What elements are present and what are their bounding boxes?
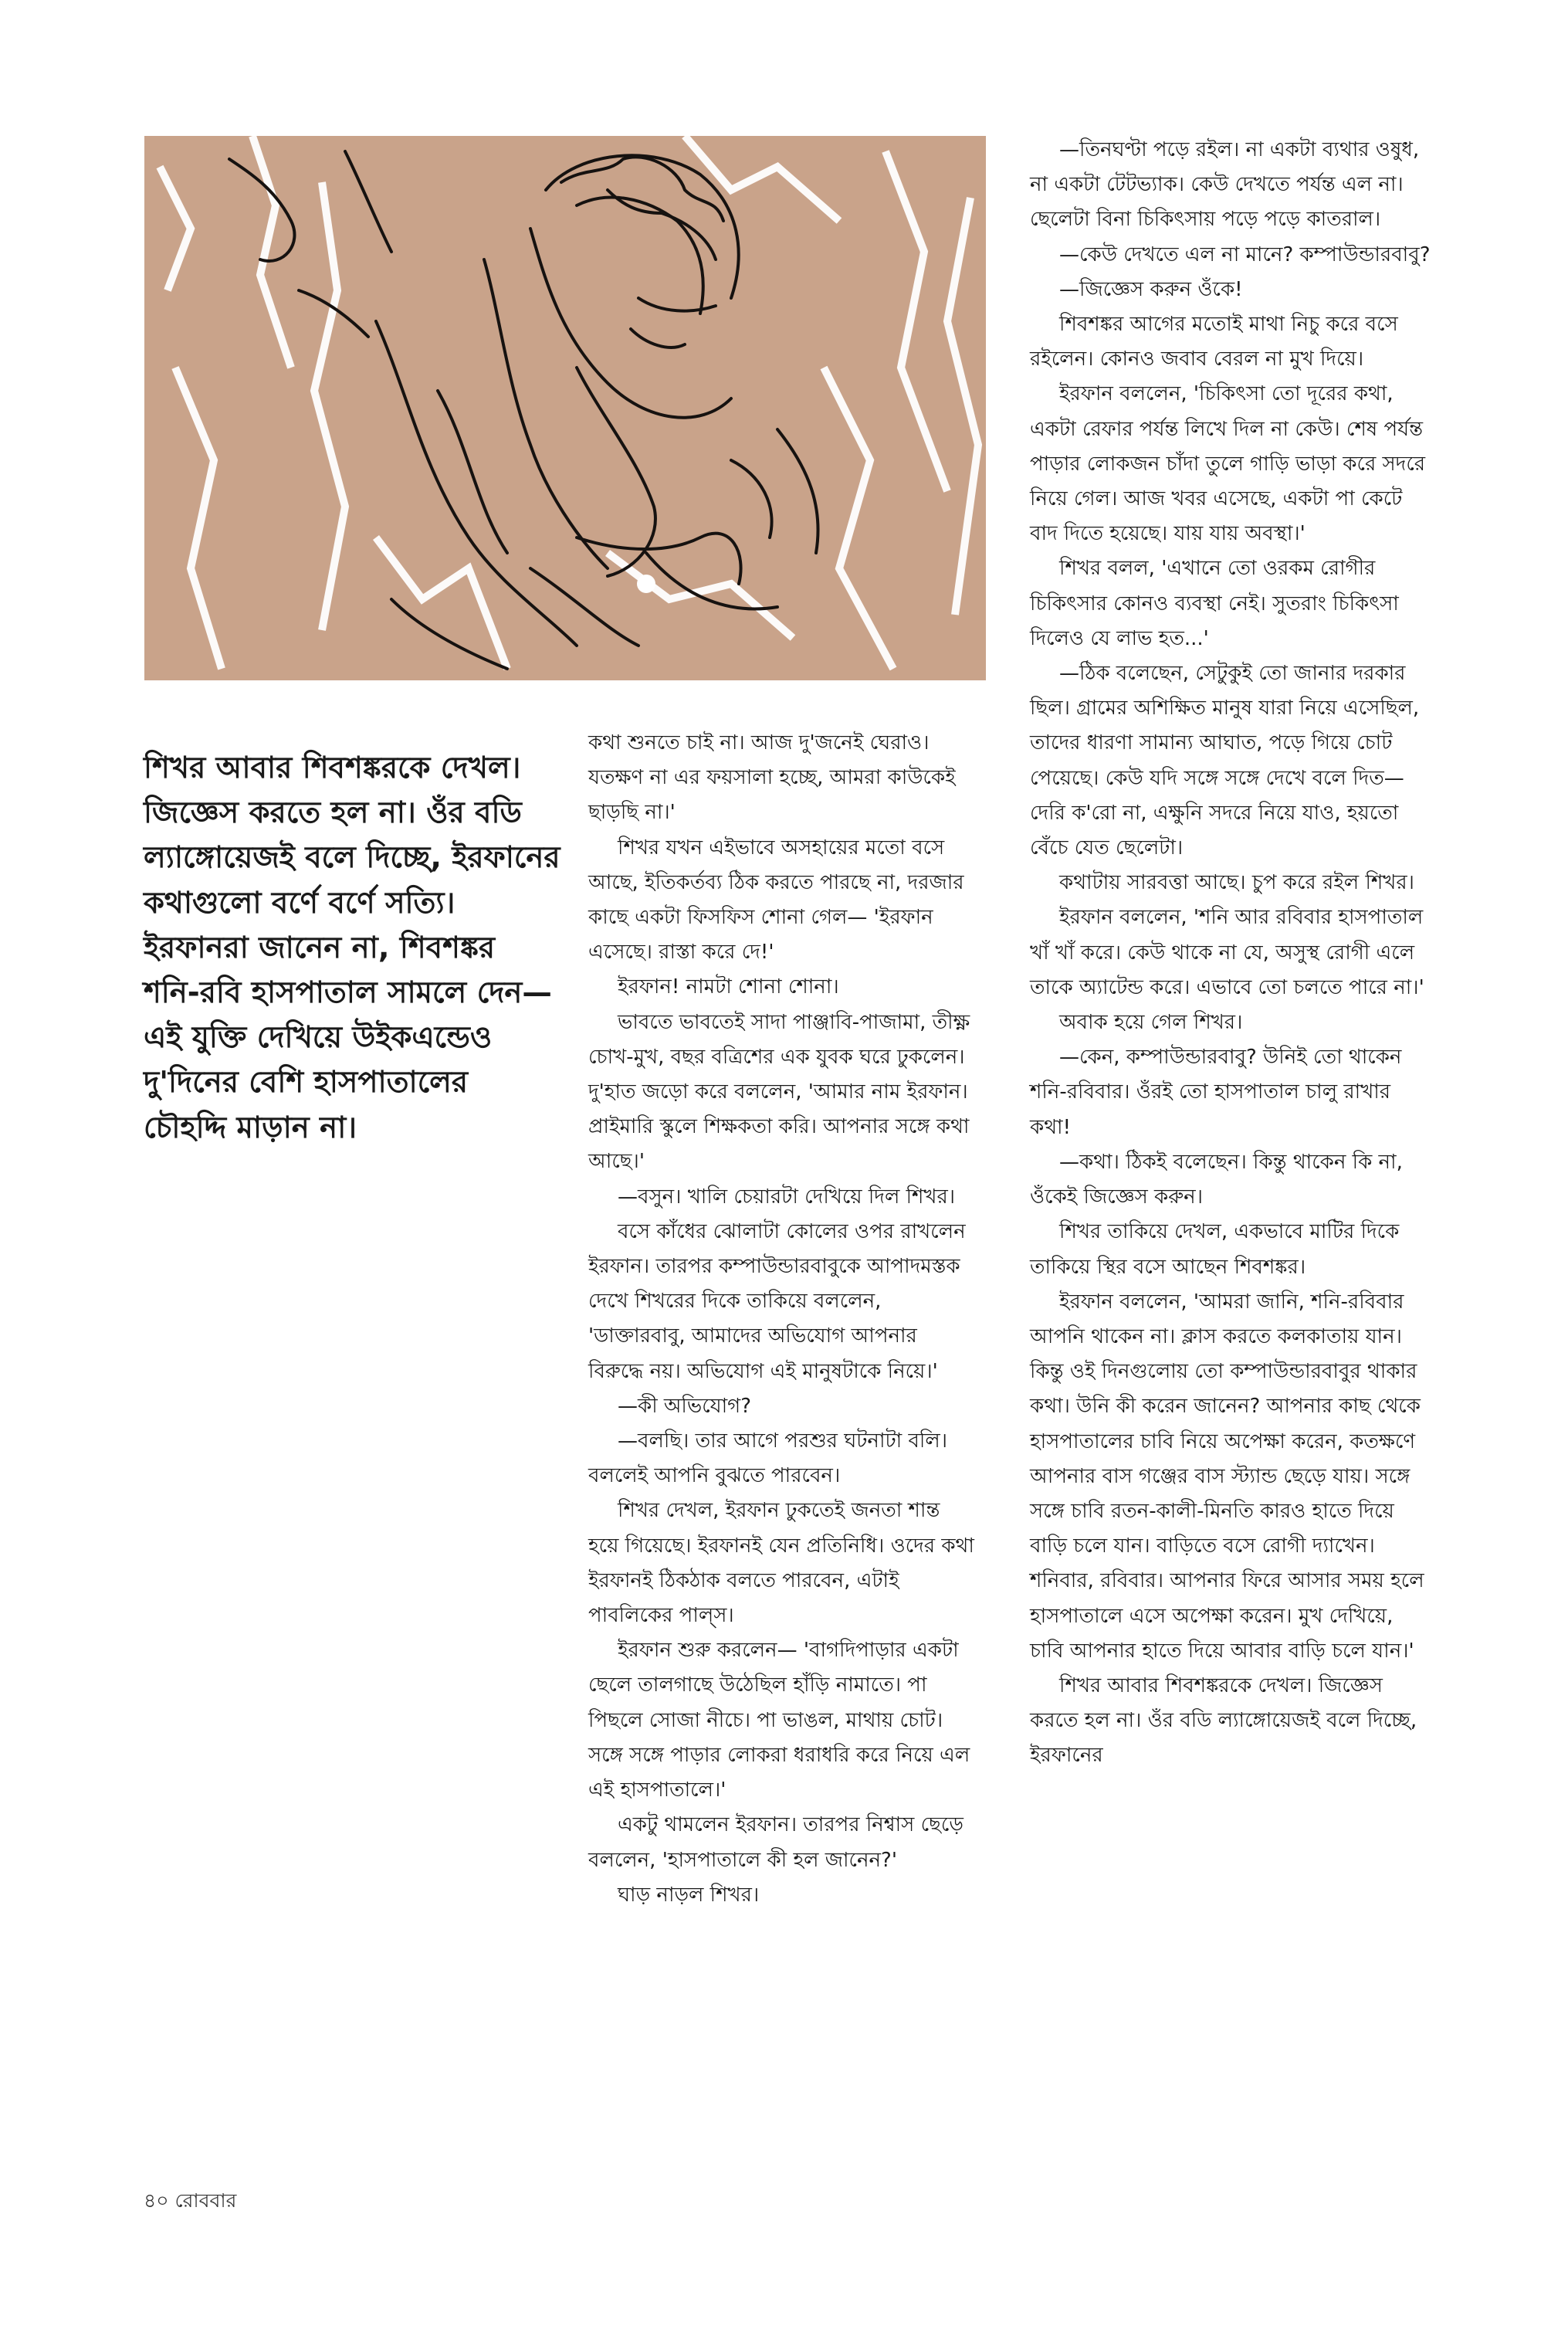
paragraph: ইরফান বললেন, 'শনি আর রবিবার হাসপাতাল খাঁ খাঁ করে। কেউ থাকে না যে, অসুস্থ রোগী এলে তাকে অ্যাটেন্ড করে। এভাবে তো চলতে পারে না।' bbox=[1030, 906, 1424, 999]
paragraph: শিখর বলল, 'এখানে তো ওরকম রোগীর চিকিৎসার কোনও ব্যবস্থা নেই। সুতরাং চিকিৎসা দিলেও যে লাভ হত...' bbox=[1030, 557, 1399, 650]
page-number: ৪০ bbox=[144, 2189, 169, 2212]
paragraph: শিখর যখন এইভাবে অসহায়ের মতো বসে আছে, ইতিকর্তব্য ঠিক করতে পারছে না, দরজার কাছে একটা ফিসফিস শোনা গেল— 'ইরফান এসেছে। রাস্তা করে দে!' bbox=[588, 836, 964, 965]
pull-quote bbox=[144, 746, 560, 1151]
paragraph: ইরফান বললেন, 'আমরা জানি, শনি-রবিবার আপনি থাকেন না। ক্লাস করতে কলকাতায় যান। কিন্তু ওই দিনগুলোয় তো কম্পাউন্ডারবাবুর থাকার কথা। উনি কী করেন জানেন? আপনার কাছ থেকে হাসপাতালের চাবি নিয়ে অপেক্ষা করেন, কতক্ষণে আপনার বাস গঞ্জের বাস স্ট্যান্ড ছেড়ে যায়। সঙ্গে সঙ্গে চাবি রতন-কালী-মিনতি কারও হাতে দিয়ে বাড়ি চলে যান। বাড়িতে বসে রোগী দ্যাখেন। শনিবার, রবিবার। আপনার ফিরে আসার সময় হলে হাসপাতালে এসে অপেক্ষা করেন। মুখ দেখিয়ে, চাবি আপনার হাতে দিয়ে আবার বাড়ি চলে যান।' bbox=[1030, 1290, 1424, 1663]
paragraph: ইরফান! নামটা শোনা শোনা। bbox=[618, 975, 839, 999]
story-illustration bbox=[144, 136, 986, 680]
paragraph: কথা শুনতে চাই না। আজ দু'জনেই ঘেরাও। যতক্ষণ না এর ফয়সালা হচ্ছে, আমরা কাউকেই ছাড়ছি না।' bbox=[588, 731, 956, 825]
paragraph: —কেউ দেখতে এল না মানে? কম্পাউন্ডারবাবু? bbox=[1059, 242, 1431, 266]
paragraph: —কেন, কম্পাউন্ডারবাবু? উনিই তো থাকেন শনি-রবিবার। ওঁরই তো হাসপাতাল চালু রাখার কথা! bbox=[1030, 1046, 1402, 1139]
paragraph: —জিজ্ঞেস করুন ওঁকে! bbox=[1059, 277, 1243, 301]
paragraph: অবাক হয়ে গেল শিখর। bbox=[1059, 1011, 1243, 1035]
paragraph: ঘাড় নাড়ল শিখর। bbox=[618, 1883, 760, 1907]
paragraph: শিখর দেখল, ইরফান ঢুকতেই জনতা শান্ত হয়ে গিয়েছে। ইরফানই যেন প্রতিনিধি। ওদের কথা ইরফানই ঠিকঠাক বলতে পারবেন, এটাই পাবলিকের পাল্‌স। bbox=[588, 1499, 974, 1628]
paragraph: —বলছি। তার আগে পরশুর ঘটনাটা বলি। বললেই আপনি বুঝতে পারবেন। bbox=[588, 1429, 948, 1488]
paragraph: —কী অভিযোগ? bbox=[618, 1394, 752, 1418]
paragraph: শিখর তাকিয়ে দেখল, একভাবে মাটির দিকে তাকিয়ে স্থির বসে আছেন শিবশঙ্কর। bbox=[1030, 1220, 1400, 1279]
paragraph: কথাটায় সারবত্তা আছে। চুপ করে রইল শিখর। bbox=[1059, 871, 1414, 895]
paragraph: —বসুন। খালি চেয়ারটা দেখিয়ে দিল শিখর। bbox=[618, 1185, 956, 1209]
paragraph: ভাবতে ভাবতেই সাদা পাঞ্জাবি-পাজামা, তীক্ষ্ণ চোখ-মুখ, বছর বত্রিশের এক যুবক ঘরে ঢুকলেন। দু'হাত জড়ো করে বললেন, 'আমার নাম ইরফান। প্রাইমারি স্কুলে শিক্ষকতা করি। আপনার সঙ্গে কথা আছে।' bbox=[588, 1010, 970, 1174]
article-column-2 bbox=[588, 726, 976, 1913]
paragraph: —ঠিক বলেছেন, সেটুকুই তো জানার দরকার ছিল। গ্রামের অশিক্ষিত মানুষ যারা নিয়ে এসেছিল, তাদের ধারণা সামান্য আঘাত, পড়ে গিয়ে চোট পেয়েছে। কেউ যদি সঙ্গে সঙ্গে দেখে বলে দিত— দেরি ক'রো না, এক্ষুনি সদরে নিয়ে যাও, হয়তো বেঁচে যেত ছেলেটা। bbox=[1030, 662, 1420, 860]
paragraph: ইরফান বললেন, 'চিকিৎসা তো দূরের কথা, একটা রেফার পর্যন্ত লিখে দিল না কেউ। শেষ পর্যন্ত পাড়ার লোকজন চাঁদা তুলে গাড়ি ভাড়া করে সদরে নিয়ে গেল। আজ খবর এসেছে, একটা পা কেটে বাদ দিতে হয়েছে। যায় যায় অবস্থা।' bbox=[1030, 382, 1426, 546]
article-column-3 bbox=[1030, 133, 1431, 1774]
magazine-name: রোববার bbox=[174, 2189, 237, 2212]
paragraph: শিখর আবার শিবশঙ্করকে দেখল। জিজ্ঞেস করতে হল না। ওঁর বডি ল্যাঙ্গোয়েজই বলে দিচ্ছে, ইরফানের bbox=[1030, 1673, 1417, 1768]
paragraph: শিবশঙ্কর আগের মতোই মাথা নিচু করে বসে রইলেন। কোনও জবাব বেরল না মুখ দিয়ে। bbox=[1030, 313, 1398, 371]
paragraph: ইরফান শুরু করলেন— 'বাগদিপাড়ার একটা ছেলে তালগাছে উঠেছিল হাঁড়ি নামাতে। পা পিছলে সোজা নীচে। পা ভাঙল, মাথায় চোট। সঙ্গে সঙ্গে পাড়ার লোকরা ধরাধরি করে নিয়ে এল এই হাসপাতালে।' bbox=[588, 1639, 970, 1802]
paragraph: একটু থামলেন ইরফান। তারপর নিশ্বাস ছেড়ে বললেন, 'হাসপাতালে কী হল জানেন?' bbox=[588, 1813, 963, 1872]
sketch-illustration-icon bbox=[144, 136, 986, 680]
paragraph: বসে কাঁধের ঝোলাটা কোলের ওপর রাখলেন ইরফান। তারপর কম্পাউন্ডারবাবুকে আপাদমস্তক দেখে শিখরের দিকে তাকিয়ে বললেন, 'ডাক্তারবাবু, আমাদের অভিযোগ আপনার বিরুদ্ধে নয়। অভিযোগ এই মানুষটাকে নিয়ে।' bbox=[588, 1219, 966, 1383]
page-footer bbox=[144, 2185, 236, 2219]
pull-quote-text: শিখর আবার শিবশঙ্করকে দেখল। জিজ্ঞেস করতে হল না। ওঁর বডি ল্যাঙ্গোয়েজই বলে দিচ্ছে, ইরফানের কথাগুলো বর্ণে বর্ণে সত্যি। ইরফানরা জানেন না, শিবশঙ্কর শনি-রবি হাসপাতাল সামলে দেন— এই যুক্তি দেখিয়ে উইকএন্ডেও দু'দিনের বেশি হাসপাতালের চৌহদ্দি মাড়ান না। bbox=[144, 751, 560, 1145]
paragraph: —তিনঘণ্টা পড়ে রইল। না একটা ব্যথার ওষুধ, না একটা টেটভ্যাক। কেউ দেখতে পর্যন্ত এল না। ছেলেটা বিনা চিকিৎসায় পড়ে পড়ে কাতরাল। bbox=[1030, 138, 1420, 232]
paragraph: —কথা। ঠিকই বলেছেন। কিন্তু থাকেন কি না, ওঁকেই জিজ্ঞেস করুন। bbox=[1030, 1150, 1403, 1209]
